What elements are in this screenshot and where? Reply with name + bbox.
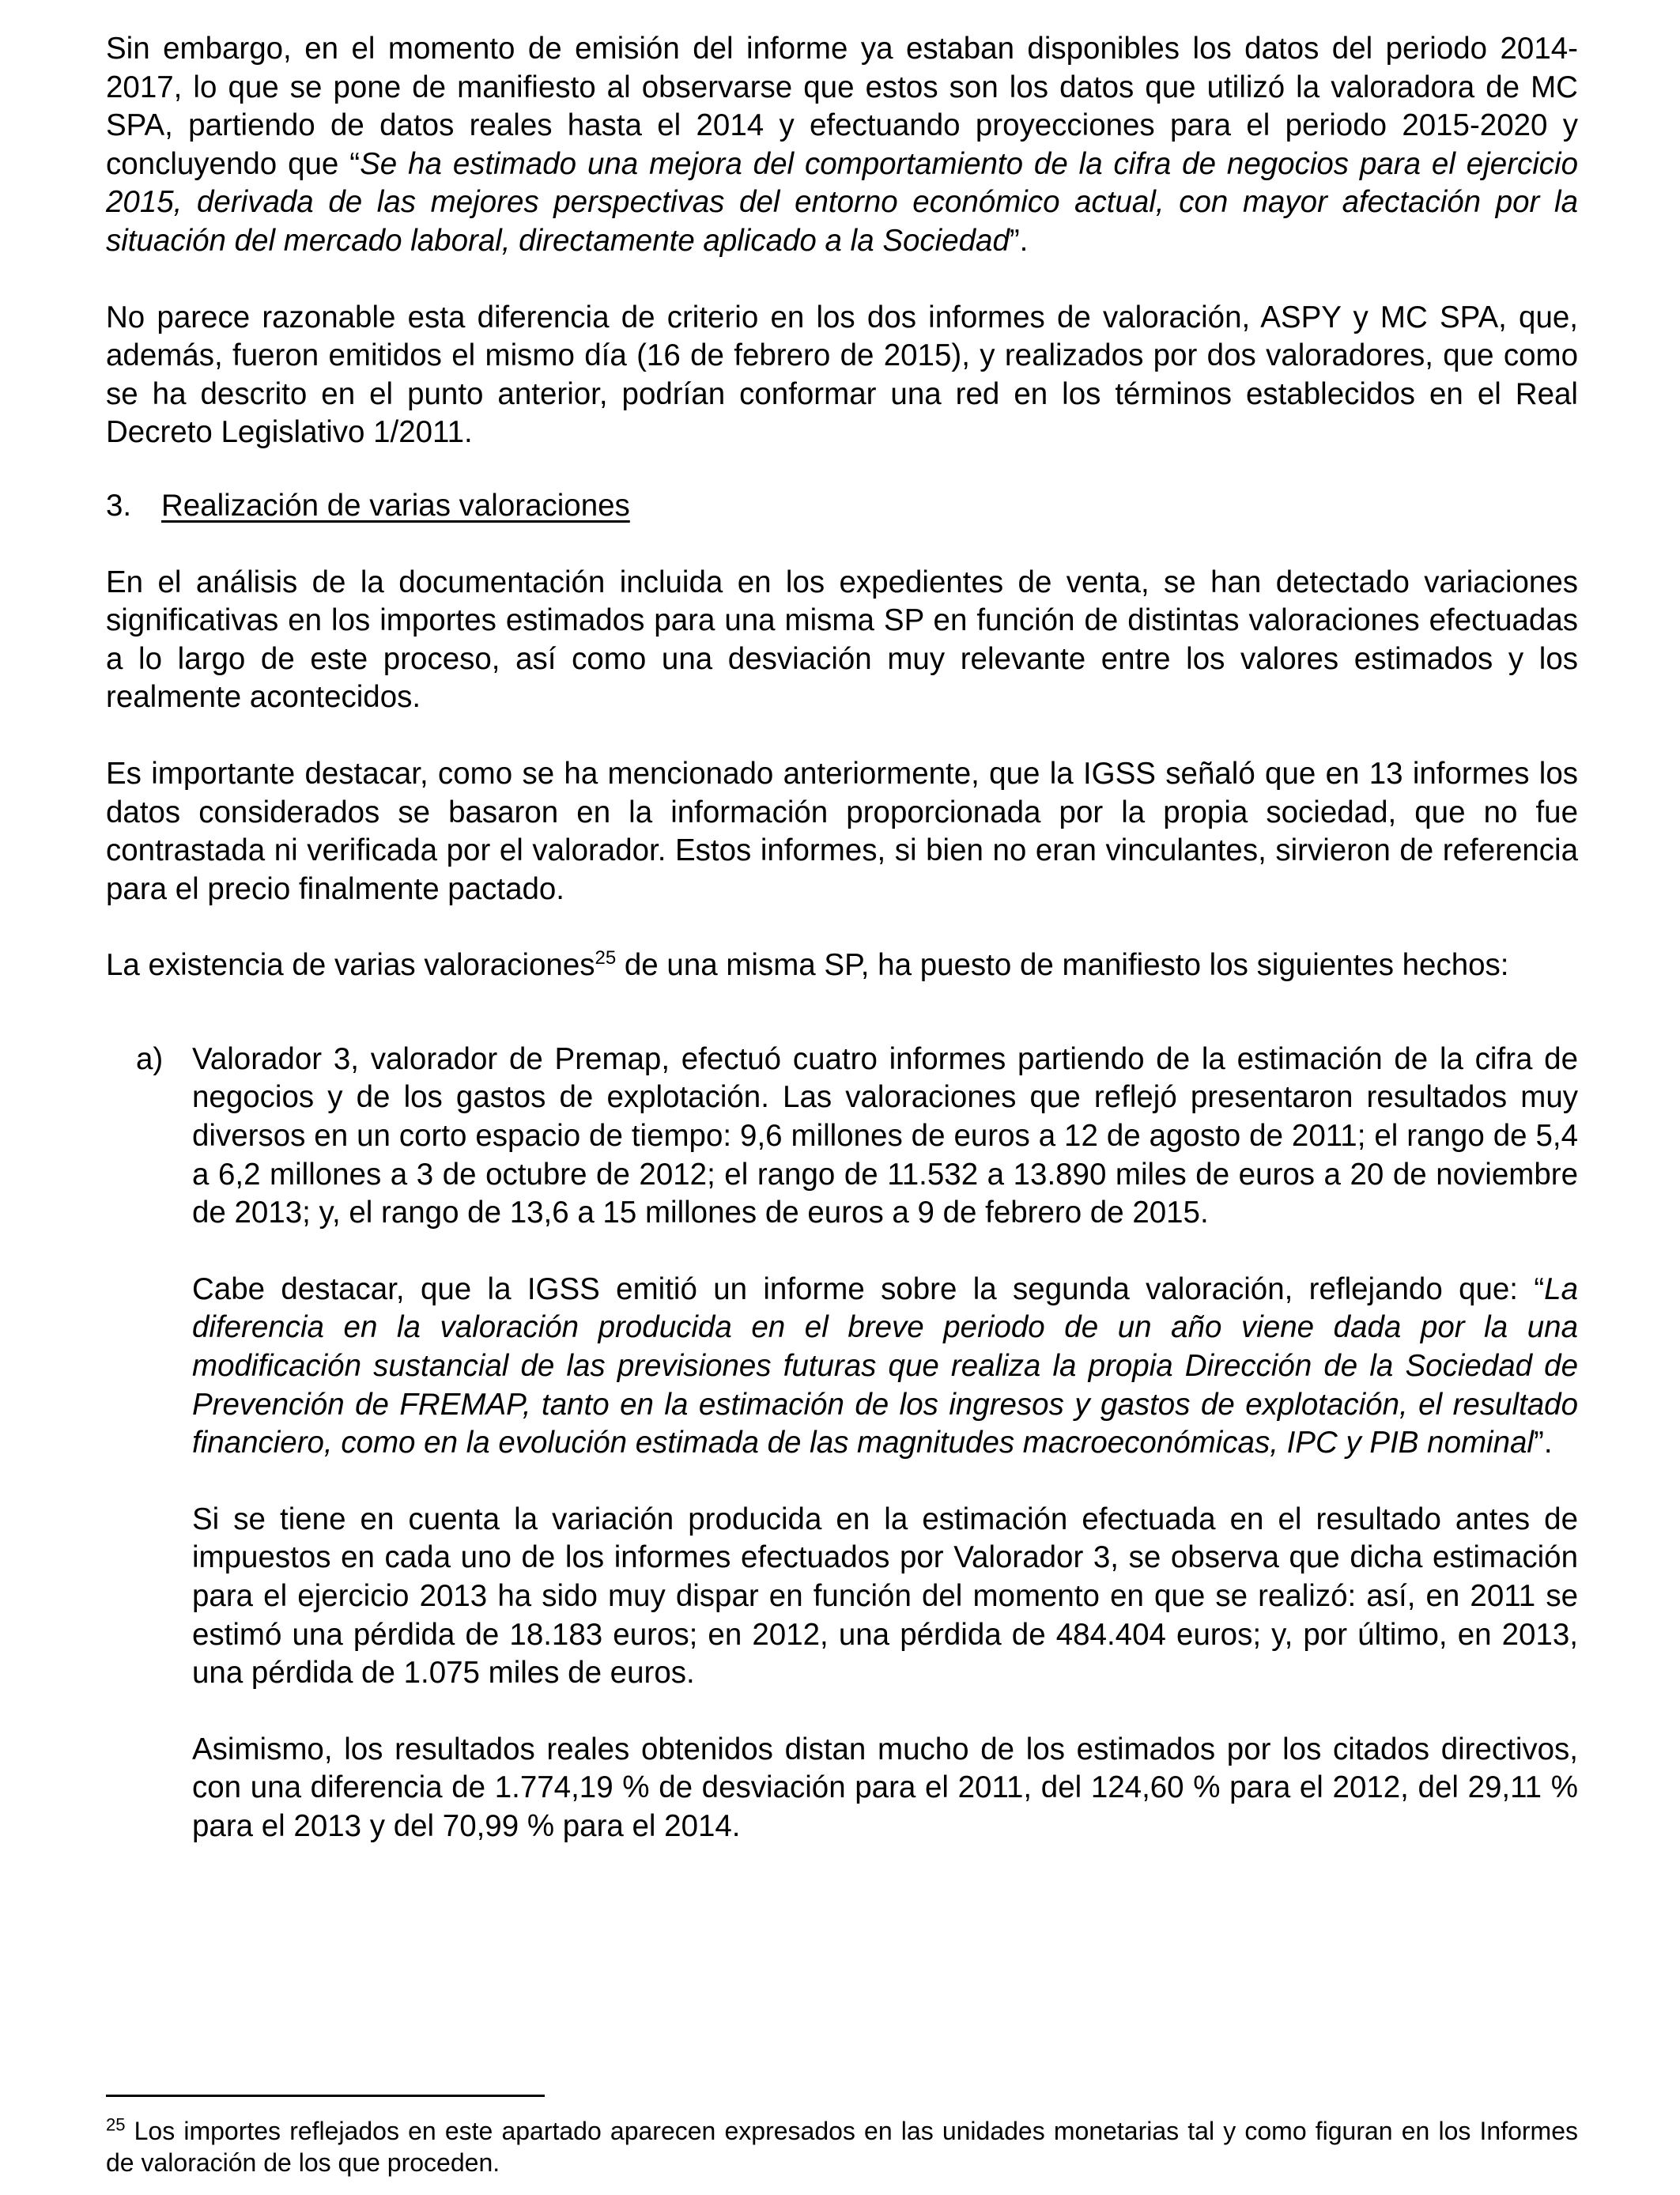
spacer <box>106 526 1578 564</box>
paragraph-text: de una misma SP, ha puesto de manifiesto los siguientes hechos: <box>616 948 1509 983</box>
spacer <box>106 1233 1578 1271</box>
spacer <box>192 1693 1578 1731</box>
paragraph-text: La existencia de varias valoraciones <box>106 948 595 983</box>
list-marker: a) <box>136 1041 164 1076</box>
paragraph-criteria-difference: No parece razonable esta diferencia de criterio en los dos informes de valoración, ASPY y MC SPA, que, además, fueron emitidos el mismo día (16 de febrero de 2015), y realizados por dos valoradores, que como se ha descrito en el punto anterior, podrían conformar una red en los términos establecidos en el Real Decreto Legislativo 1/2011. <box>106 300 1578 450</box>
spacer <box>106 717 1578 755</box>
footnote-25 <box>106 2115 1578 2178</box>
paragraph-igss-second-valuation <box>192 1271 1578 1463</box>
spacer <box>106 261 1578 299</box>
footnote-text: Los importes reflejados en este apartado aparecen expresados en las unidades monetarias tal y como figuran en los Informes de valoración de los que proceden. <box>106 2117 1578 2177</box>
paragraph-mc-spa-data <box>106 30 1578 261</box>
footnote-reference[interactable]: 25 <box>595 947 617 969</box>
indented-block <box>192 1271 1578 1846</box>
quoted-text: Se ha estimado una mejora del comportamiento de la cifra de negocios para el ejercicio 2015, derivada de las mejores perspectivas del entorno económico actual, con mayor afectación por la situación del mercado laboral, directamente aplicado a la Sociedad <box>106 146 1579 258</box>
spacer <box>106 452 1578 487</box>
spacer <box>192 1463 1578 1501</box>
paragraph-text: Sin embargo, en el momento de emisión del informe ya estaban disponibles los datos del periodo 2014-2017, lo que se pone de manifiesto al observarse que estos son los datos que utilizó la valoradora de MC SPA, partiendo de datos reales hasta el 2014 y efectuando proyecciones para el periodo 2015-2020 y concluyendo que “ <box>106 32 1578 181</box>
paragraph-real-results: Asimismo, los resultados reales obtenidos distan mucho de los estimados por los citados directivos, con una diferencia de 1.774,19 % de desviación para el 2011, del 124,60 % para el 2012, del 29,11 % para el 2013 y del 70,99 % para el 2014. <box>192 1732 1578 1843</box>
paragraph-analysis: En el análisis de la documentación incluida en los expedientes de venta, se han detectado variaciones significativas en los importes estimados para una misma SP en función de distintas valoraciones efectuadas a lo largo de este proceso, así como una desviación muy relevante entre los valores estimados y los realmente acontecidos. <box>106 565 1578 715</box>
section-title: Realización de varias valoraciones <box>161 488 630 523</box>
paragraph-multiple-valuations <box>106 946 1578 985</box>
document-page <box>106 30 1578 1846</box>
paragraph-estimation-variation: Si se tiene en cuenta la variación producida en la estimación efectuada en el resultado antes de impuestos en cada uno de los informes efectuados por Valorador 3, se observa que dicha estimación para el ejercicio 2013 ha sido muy dispar en función del momento en que se realizó: así, en 2011 se estimó una pérdida de 18.183 euros; en 2012, una pérdida de 484.404 euros; y, por último, en 2013, una pérdida de 1.075 miles de euros. <box>192 1502 1578 1691</box>
footnote-number: 25 <box>106 2114 126 2135</box>
section-number: 3. <box>106 488 132 523</box>
paragraph-text: Cabe destacar, que la IGSS emitió un informe sobre la segunda valoración, reflejando que: “ <box>192 1271 1545 1306</box>
list-item-text: Valorador 3, valorador de Premap, efectuó cuatro informes partiendo de la estimación de la cifra de negocios y de los gastos de explotación. Las valoraciones que reflejó presentaron resultados muy diversos en un corto espacio de tiempo: 9,6 millones de euros a 12 de agosto de 2011; el rango de 5,4 a 6,2 millones a 3 de octubre de 2012; el rango de 11.532 a 13.890 miles de euros a 20 de noviembre de 2013; y, el rango de 13,6 a 15 millones de euros a 9 de febrero de 2015. <box>192 1041 1578 1230</box>
paragraph-igss-reports: Es importante destacar, como se ha mencionado anteriormente, que la IGSS señaló que en 13 informes los datos considerados se basaron en la información proporcionada por la propia sociedad, que no fue contrastada ni verificada por el valorador. Estos informes, si bien no eran vinculantes, sirvieron de referencia para el precio finalmente pactado. <box>106 756 1578 906</box>
footnote-separator <box>106 2095 545 2097</box>
section-heading <box>106 487 1578 526</box>
quoted-text: La diferencia en la valoración producida en el breve periodo de un año viene dada por la una modificación sustancial de las previsiones futuras que realiza la propia Dirección de la Sociedad de Prevención de FREMAP, tanto en la estimación de los ingresos y gastos de explotación, el resultado financiero, como en la evolución estimada de las magnitudes macroeconómicas, IPC y PIB nominal <box>192 1271 1578 1460</box>
list-item-a <box>106 1041 1578 1233</box>
spacer <box>106 909 1578 946</box>
quote-close: ”. <box>1534 1426 1553 1460</box>
quote-close: ”. <box>1009 223 1029 258</box>
